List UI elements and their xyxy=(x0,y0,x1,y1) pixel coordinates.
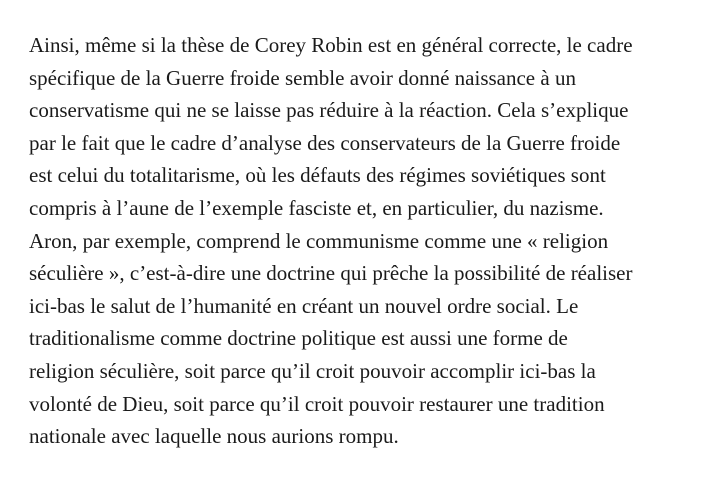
text-line: spécifique de la Guerre froide semble avoir donné naissance à un xyxy=(29,65,576,90)
text-line: ici-bas le salut de l’humanité en créant un nouvel ordre social. Le xyxy=(29,293,579,318)
text-line: Aron, par exemple, comprend le communisme comme une « religion xyxy=(29,228,609,253)
text-line: est celui du totalitarisme, où les défauts des régimes soviétiques sont xyxy=(29,163,606,188)
text-line: par le fait que le cadre d’analyse des conservateurs de la Guerre froide xyxy=(29,130,621,155)
text-line: volonté de Dieu, soit parce qu’il croit pouvoir restaurer une tradition xyxy=(29,391,605,416)
text-line: conservatisme qui ne se laisse pas réduire à la réaction. Cela s’explique xyxy=(29,98,629,123)
text-line: traditionalisme comme doctrine politique est aussi une forme de xyxy=(29,326,568,351)
text-line: religion séculière, soit parce qu’il croit pouvoir accomplir ici-bas la xyxy=(29,358,596,383)
text-line: Ainsi, même si la thèse de Corey Robin est en général correcte, le cadre xyxy=(29,33,633,57)
text-line: compris à l’aune de l’exemple fasciste et, en particulier, du nazisme. xyxy=(29,195,604,220)
text-line: nationale avec laquelle nous aurions rompu. xyxy=(29,424,399,449)
text-line: séculière », c’est-à-dire une doctrine qui prêche la possibilité de réaliser xyxy=(29,261,633,286)
body-paragraph xyxy=(29,29,705,453)
